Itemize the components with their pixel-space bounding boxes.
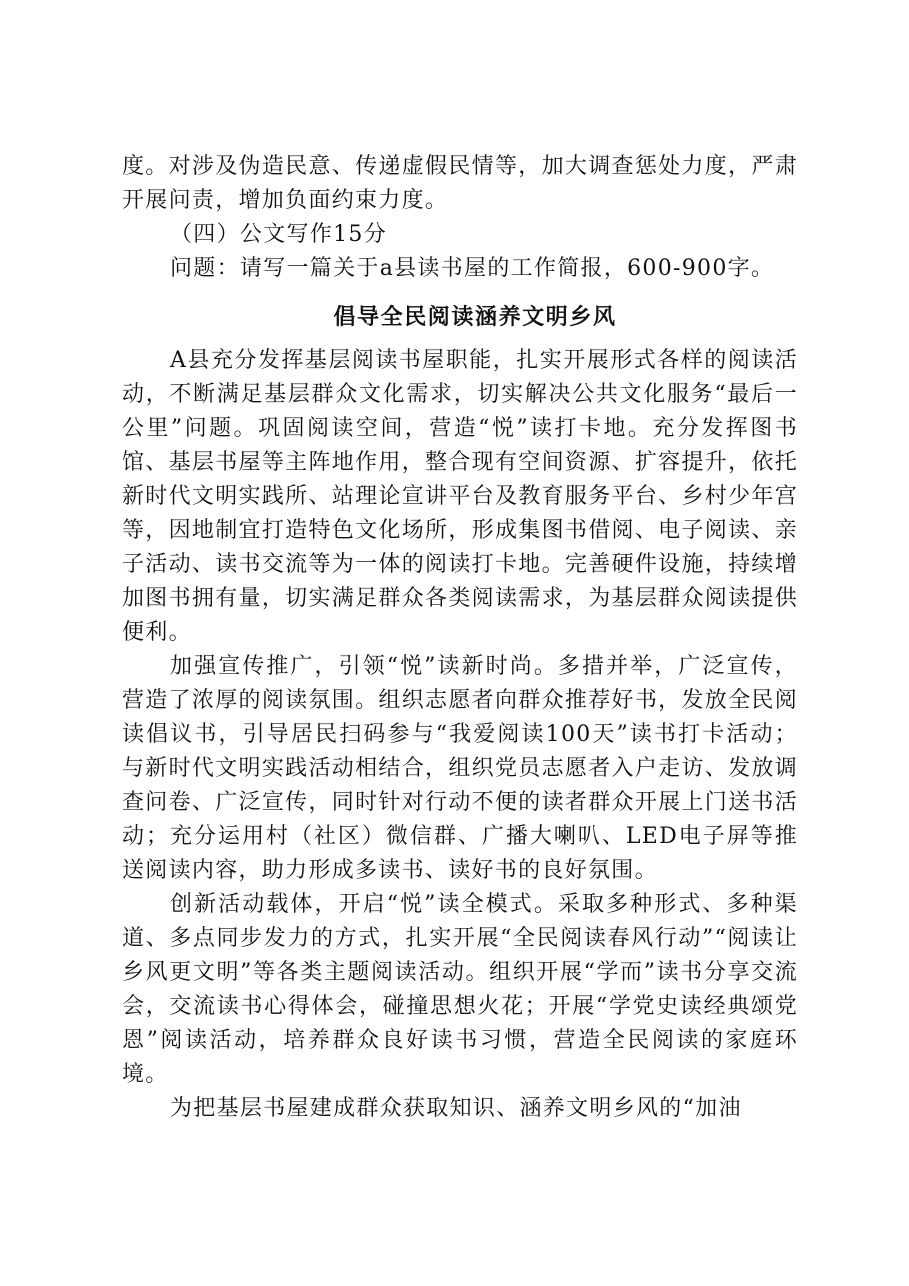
- document-body: [122, 150, 798, 1126]
- paragraph-4: 为把基层书屋建成群众获取知识、涵养文明乡风的“加油: [170, 1096, 742, 1121]
- section-heading: （四）公文写作15分: [170, 222, 387, 247]
- paragraph-2: 加强宣传推广，引领“悦”读新时尚。多措并举，广泛宣传，营造了浓厚的阅读氛围。组织志愿者向群众推荐好书，发放全民阅读倡议书，引导居民扫码参与“我爱阅读100天”读书打卡活动；与新时代文明实践活动相结合，组织党员志愿者入户走访、发放调查问卷、广泛宣传，同时针对行动不便的读者群众开展上门送书活动；充分运用村（社区）微信群、广播大喇叭、LED电子屏等推送阅读内容，助力形成多读书、读好书的良好氛围。: [122, 654, 798, 883]
- intro-text: 度。对涉及伪造民意、传递虚假民情等，加大调查惩处力度，严肃开展问责，增加负面约束力度。: [122, 154, 798, 213]
- paragraph-3: 创新活动载体，开启“悦”读全模式。采取多种形式、多种渠道、多点同步发力的方式，扎实开展“全民阅读春风行动”“阅读让乡风更文明”等各类主题阅读活动。组织开展“学而”读书分享交流会，交流读书心得体会，碰撞思想火花；开展“学党史读经典颂党恩”阅读活动，培养群众良好读书习惯，营造全民阅读的家庭环境。: [122, 892, 798, 1087]
- article-title: 倡导全民阅读涵养文明乡风: [333, 304, 617, 330]
- question-text: 问题：请写一篇关于a县读书屋的工作简报，600-900字。: [170, 256, 775, 281]
- paragraph-1: A县充分发挥基层阅读书屋职能，扎实开展形式各样的阅读活动，不断满足基层群众文化需求，切实解决公共文化服务“最后一公里”问题。巩固阅读空间，营造“悦”读打卡地。充分发挥图书馆、基层书屋等主阵地作用，整合现有空间资源、扩容提升，依托新时代文明实践所、站理论宣讲平台及教育服务平台、乡村少年宫等，因地制宜打造特色文化场所，形成集图书借阅、电子阅读、亲子活动、读书交流等为一体的阅读打卡地。完善硬件设施，持续增加图书拥有量，切实满足群众各类阅读需求，为基层群众阅读提供便利。: [122, 348, 798, 645]
